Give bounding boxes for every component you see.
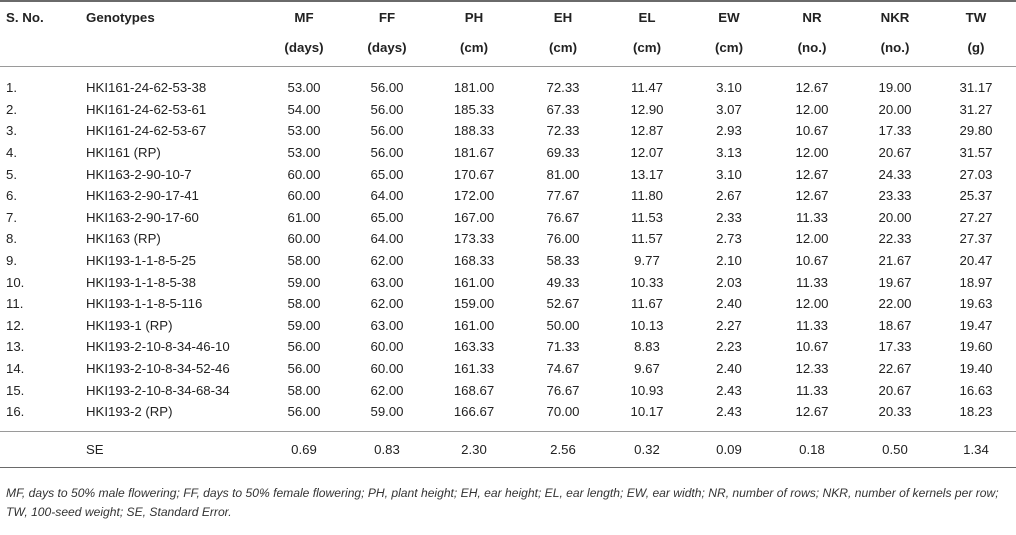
cell-ff: 59.00 <box>370 404 404 420</box>
table-row <box>0 163 1016 185</box>
cell-ew: 2.23 <box>716 339 742 355</box>
cell-el: 10.17 <box>630 404 664 420</box>
cell-nkr: 20.33 <box>878 404 912 420</box>
table-row <box>0 358 1016 380</box>
cell-ew: 2.43 <box>716 382 742 398</box>
cell-nr: 12.33 <box>795 361 829 377</box>
cell-el: 11.53 <box>630 209 664 225</box>
cell-tw: 19.63 <box>959 296 993 312</box>
column-unit-ew: (cm) <box>688 40 770 67</box>
cell-tw: 27.37 <box>959 231 993 247</box>
cell-tw: 19.60 <box>959 339 993 355</box>
column-header-genotype: Genotypes <box>86 1 262 40</box>
cell-mf: 53.00 <box>287 80 321 96</box>
cell-genotype: HKI193-2-10-8-34-52-46 <box>86 361 230 377</box>
cell-eh: 52.67 <box>546 296 580 312</box>
cell-ew: 3.10 <box>716 80 742 96</box>
cell-el: 13.17 <box>630 166 664 182</box>
column-header-sno: S. No. <box>0 1 86 40</box>
cell-nr: 12.00 <box>795 101 829 117</box>
cell-genotype: HKI161-24-62-53-38 <box>86 80 207 96</box>
cell-ph: 168.33 <box>453 253 495 269</box>
cell-nr: 11.33 <box>795 382 829 398</box>
se-row <box>0 431 1016 467</box>
cell-sno: 8. <box>6 231 17 247</box>
cell-nkr: 20.67 <box>878 145 912 161</box>
table-header <box>0 1 1016 67</box>
cell-ew: 3.07 <box>716 101 742 117</box>
cell-el: 12.90 <box>630 101 664 117</box>
cell-eh: 67.33 <box>546 101 580 117</box>
cell-nr: 12.67 <box>795 404 829 420</box>
column-unit-genotype <box>86 40 262 67</box>
column-unit-eh: (cm) <box>520 40 606 67</box>
cell-sno: 6. <box>6 188 17 204</box>
cell-eh: 76.67 <box>546 382 580 398</box>
cell-ph: 172.00 <box>453 188 495 204</box>
cell-ph: 163.33 <box>453 339 495 355</box>
column-header-mf: MF <box>262 1 346 40</box>
cell-genotype: HKI193-1-1-8-5-38 <box>86 274 196 290</box>
cell-ph: 185.33 <box>453 101 495 117</box>
cell-el: 10.33 <box>630 274 664 290</box>
se-cell-nr: 0.18 <box>770 431 854 467</box>
cell-mf: 58.00 <box>287 253 321 269</box>
cell-eh: 76.67 <box>546 209 580 225</box>
cell-nkr: 17.33 <box>878 339 912 355</box>
cell-nr: 12.67 <box>795 166 829 182</box>
table-footnote: MF, days to 50% male flowering; FF, days to 50% female flowering; PH, plant height; EH, ear height; EL, ear length; EW, ear width; NR, number of rows; NKR, number of kernels per row; TW, 100-seed weight; SE, Standard Error. <box>6 486 999 519</box>
cell-eh: 71.33 <box>546 339 580 355</box>
se-cell-genotype: SE <box>86 431 262 467</box>
cell-el: 10.93 <box>630 382 664 398</box>
cell-eh: 72.33 <box>546 123 580 139</box>
cell-genotype: HKI193-1 (RP) <box>86 317 173 333</box>
column-unit-mf: (days) <box>262 40 346 67</box>
table-row <box>0 401 1016 431</box>
cell-mf: 61.00 <box>287 209 321 225</box>
table-row <box>0 120 1016 142</box>
cell-nkr: 23.33 <box>878 188 912 204</box>
table-row <box>0 315 1016 337</box>
column-header-tw: TW <box>936 1 1016 40</box>
cell-ff: 60.00 <box>370 339 404 355</box>
cell-eh: 74.67 <box>546 361 580 377</box>
cell-ff: 64.00 <box>370 188 404 204</box>
cell-tw: 18.97 <box>959 274 993 290</box>
cell-tw: 27.27 <box>959 209 993 225</box>
cell-ew: 2.40 <box>716 296 742 312</box>
table-row <box>0 185 1016 207</box>
cell-tw: 25.37 <box>959 188 993 204</box>
cell-ew: 2.27 <box>716 317 742 333</box>
column-unit-tw: (g) <box>936 40 1016 67</box>
column-header-nr: NR <box>770 1 854 40</box>
se-cell-ew: 0.09 <box>688 431 770 467</box>
cell-el: 11.47 <box>630 80 664 96</box>
cell-ph: 181.67 <box>453 145 495 161</box>
cell-tw: 19.40 <box>959 361 993 377</box>
cell-tw: 31.27 <box>959 101 993 117</box>
cell-genotype: HKI161 (RP) <box>86 145 161 161</box>
cell-tw: 31.17 <box>959 80 993 96</box>
cell-ff: 64.00 <box>370 231 404 247</box>
cell-mf: 59.00 <box>287 317 321 333</box>
column-unit-ph: (cm) <box>428 40 520 67</box>
cell-sno: 4. <box>6 145 17 161</box>
cell-ew: 3.10 <box>716 166 742 182</box>
cell-ph: 188.33 <box>453 123 495 139</box>
cell-eh: 76.00 <box>546 231 580 247</box>
cell-ph: 159.00 <box>453 296 495 312</box>
cell-mf: 60.00 <box>287 231 321 247</box>
table-footer <box>0 431 1016 467</box>
cell-mf: 56.00 <box>287 339 321 355</box>
cell-nr: 10.67 <box>795 339 829 355</box>
cell-tw: 29.80 <box>959 123 993 139</box>
cell-el: 9.77 <box>634 253 660 269</box>
cell-mf: 53.00 <box>287 145 321 161</box>
cell-tw: 19.47 <box>959 317 993 333</box>
se-cell-el: 0.32 <box>606 431 688 467</box>
cell-ph: 170.67 <box>453 166 495 182</box>
cell-mf: 58.00 <box>287 296 321 312</box>
cell-mf: 56.00 <box>287 361 321 377</box>
cell-nkr: 21.67 <box>878 253 912 269</box>
cell-nr: 12.67 <box>795 80 829 96</box>
cell-ph: 161.00 <box>453 274 495 290</box>
column-unit-nr: (no.) <box>770 40 854 67</box>
cell-ew: 2.10 <box>716 253 742 269</box>
table-row <box>0 293 1016 315</box>
cell-nkr: 18.67 <box>878 317 912 333</box>
column-header-ff: FF <box>346 1 428 40</box>
cell-genotype: HKI193-2 (RP) <box>86 404 173 420</box>
table-row <box>0 250 1016 272</box>
cell-ff: 56.00 <box>370 123 404 139</box>
cell-mf: 59.00 <box>287 274 321 290</box>
cell-ff: 56.00 <box>370 101 404 117</box>
se-cell-ph: 2.30 <box>428 431 520 467</box>
cell-genotype: HKI163-2-90-10-7 <box>86 166 192 182</box>
cell-eh: 50.00 <box>546 317 580 333</box>
cell-eh: 69.33 <box>546 145 580 161</box>
cell-ew: 2.40 <box>716 361 742 377</box>
cell-mf: 54.00 <box>287 101 321 117</box>
cell-nr: 11.33 <box>795 209 829 225</box>
cell-nr: 12.67 <box>795 188 829 204</box>
cell-nkr: 19.00 <box>878 80 912 96</box>
cell-sno: 15. <box>6 382 25 398</box>
cell-ff: 63.00 <box>370 317 404 333</box>
cell-sno: 3. <box>6 123 17 139</box>
se-cell-tw: 1.34 <box>936 431 1016 467</box>
se-cell-nkr: 0.50 <box>854 431 936 467</box>
cell-ew: 3.13 <box>716 145 742 161</box>
cell-eh: 81.00 <box>546 166 580 182</box>
cell-ew: 2.03 <box>716 274 742 290</box>
cell-genotype: HKI163-2-90-17-60 <box>86 209 199 225</box>
cell-ew: 2.93 <box>716 123 742 139</box>
cell-ph: 181.00 <box>453 80 495 96</box>
cell-sno: 1. <box>6 80 17 96</box>
table-row <box>0 228 1016 250</box>
cell-ff: 62.00 <box>370 296 404 312</box>
cell-eh: 70.00 <box>546 404 580 420</box>
table-row <box>0 142 1016 164</box>
cell-ew: 2.33 <box>716 209 742 225</box>
column-header-eh: EH <box>520 1 606 40</box>
cell-mf: 53.00 <box>287 123 321 139</box>
column-header-ph: PH <box>428 1 520 40</box>
column-unit-el: (cm) <box>606 40 688 67</box>
table-row <box>0 99 1016 121</box>
cell-genotype: HKI163-2-90-17-41 <box>86 188 199 204</box>
cell-ph: 168.67 <box>453 382 495 398</box>
cell-ph: 161.00 <box>453 317 495 333</box>
table-row <box>0 67 1016 99</box>
cell-genotype: HKI193-2-10-8-34-46-10 <box>86 339 230 355</box>
cell-ph: 161.33 <box>453 361 495 377</box>
table-row <box>0 271 1016 293</box>
cell-el: 10.13 <box>630 317 664 333</box>
cell-ff: 56.00 <box>370 80 404 96</box>
cell-eh: 72.33 <box>546 80 580 96</box>
column-header-nkr: NKR <box>854 1 936 40</box>
cell-nkr: 22.00 <box>878 296 912 312</box>
cell-nkr: 22.33 <box>878 231 912 247</box>
table-row <box>0 207 1016 229</box>
cell-nr: 11.33 <box>795 274 829 290</box>
cell-sno: 14. <box>6 361 25 377</box>
cell-nr: 11.33 <box>795 317 829 333</box>
cell-el: 9.67 <box>634 361 660 377</box>
cell-sno: 13. <box>6 339 25 355</box>
se-cell-mf: 0.69 <box>262 431 346 467</box>
cell-nr: 12.00 <box>795 296 829 312</box>
cell-ph: 167.00 <box>453 209 495 225</box>
column-unit-nkr: (no.) <box>854 40 936 67</box>
cell-genotype: HKI161-24-62-53-61 <box>86 101 207 117</box>
cell-eh: 49.33 <box>546 274 580 290</box>
cell-el: 11.80 <box>630 188 664 204</box>
cell-eh: 77.67 <box>546 188 580 204</box>
cell-tw: 20.47 <box>959 253 993 269</box>
cell-eh: 58.33 <box>546 253 580 269</box>
column-header-el: EL <box>606 1 688 40</box>
cell-mf: 60.00 <box>287 188 321 204</box>
cell-ff: 62.00 <box>370 382 404 398</box>
cell-ff: 65.00 <box>370 209 404 225</box>
cell-mf: 58.00 <box>287 382 321 398</box>
cell-nkr: 24.33 <box>878 166 912 182</box>
se-cell-ff: 0.83 <box>346 431 428 467</box>
cell-mf: 60.00 <box>287 166 321 182</box>
cell-nr: 12.00 <box>795 145 829 161</box>
cell-sno: 11. <box>6 296 24 312</box>
cell-nkr: 22.67 <box>878 361 912 377</box>
cell-sno: 10. <box>6 274 25 290</box>
cell-el: 8.83 <box>634 339 660 355</box>
cell-el: 11.57 <box>630 231 664 247</box>
cell-nr: 10.67 <box>795 253 829 269</box>
cell-el: 12.87 <box>630 123 664 139</box>
table-body <box>0 67 1016 432</box>
cell-tw: 31.57 <box>959 145 993 161</box>
cell-sno: 2. <box>6 101 17 117</box>
cell-tw: 18.23 <box>959 404 993 420</box>
se-cell-sno <box>0 431 86 467</box>
table-row <box>0 379 1016 401</box>
cell-mf: 56.00 <box>287 404 321 420</box>
column-header-ew: EW <box>688 1 770 40</box>
cell-ff: 62.00 <box>370 253 404 269</box>
column-unit-sno <box>0 40 86 67</box>
cell-ff: 65.00 <box>370 166 404 182</box>
cell-nr: 10.67 <box>795 123 829 139</box>
cell-ew: 2.67 <box>716 188 742 204</box>
cell-ff: 63.00 <box>370 274 404 290</box>
cell-ff: 56.00 <box>370 145 404 161</box>
se-cell-eh: 2.56 <box>520 431 606 467</box>
cell-ew: 2.73 <box>716 231 742 247</box>
column-unit-ff: (days) <box>346 40 428 67</box>
cell-genotype: HKI161-24-62-53-67 <box>86 123 207 139</box>
cell-tw: 27.03 <box>959 166 993 182</box>
cell-genotype: HKI193-1-1-8-5-116 <box>86 296 203 312</box>
cell-genotype: HKI193-1-1-8-5-25 <box>86 253 196 269</box>
cell-nkr: 20.00 <box>878 209 912 225</box>
cell-nkr: 19.67 <box>878 274 912 290</box>
cell-ph: 166.67 <box>453 404 495 420</box>
cell-tw: 16.63 <box>959 382 993 398</box>
cell-sno: 7. <box>6 209 17 225</box>
cell-nkr: 17.33 <box>878 123 912 139</box>
table-row <box>0 336 1016 358</box>
cell-ff: 60.00 <box>370 361 404 377</box>
cell-sno: 9. <box>6 253 17 269</box>
cell-genotype: HKI163 (RP) <box>86 231 161 247</box>
cell-sno: 16. <box>6 404 25 420</box>
cell-genotype: HKI193-2-10-8-34-68-34 <box>86 382 230 398</box>
cell-nr: 12.00 <box>795 231 829 247</box>
cell-nkr: 20.67 <box>878 382 912 398</box>
cell-sno: 5. <box>6 166 17 182</box>
cell-ph: 173.33 <box>453 231 495 247</box>
cell-nkr: 20.00 <box>878 101 912 117</box>
cell-sno: 12. <box>6 317 25 333</box>
cell-el: 12.07 <box>630 145 664 161</box>
cell-ew: 2.43 <box>716 404 742 420</box>
cell-el: 11.67 <box>630 296 664 312</box>
